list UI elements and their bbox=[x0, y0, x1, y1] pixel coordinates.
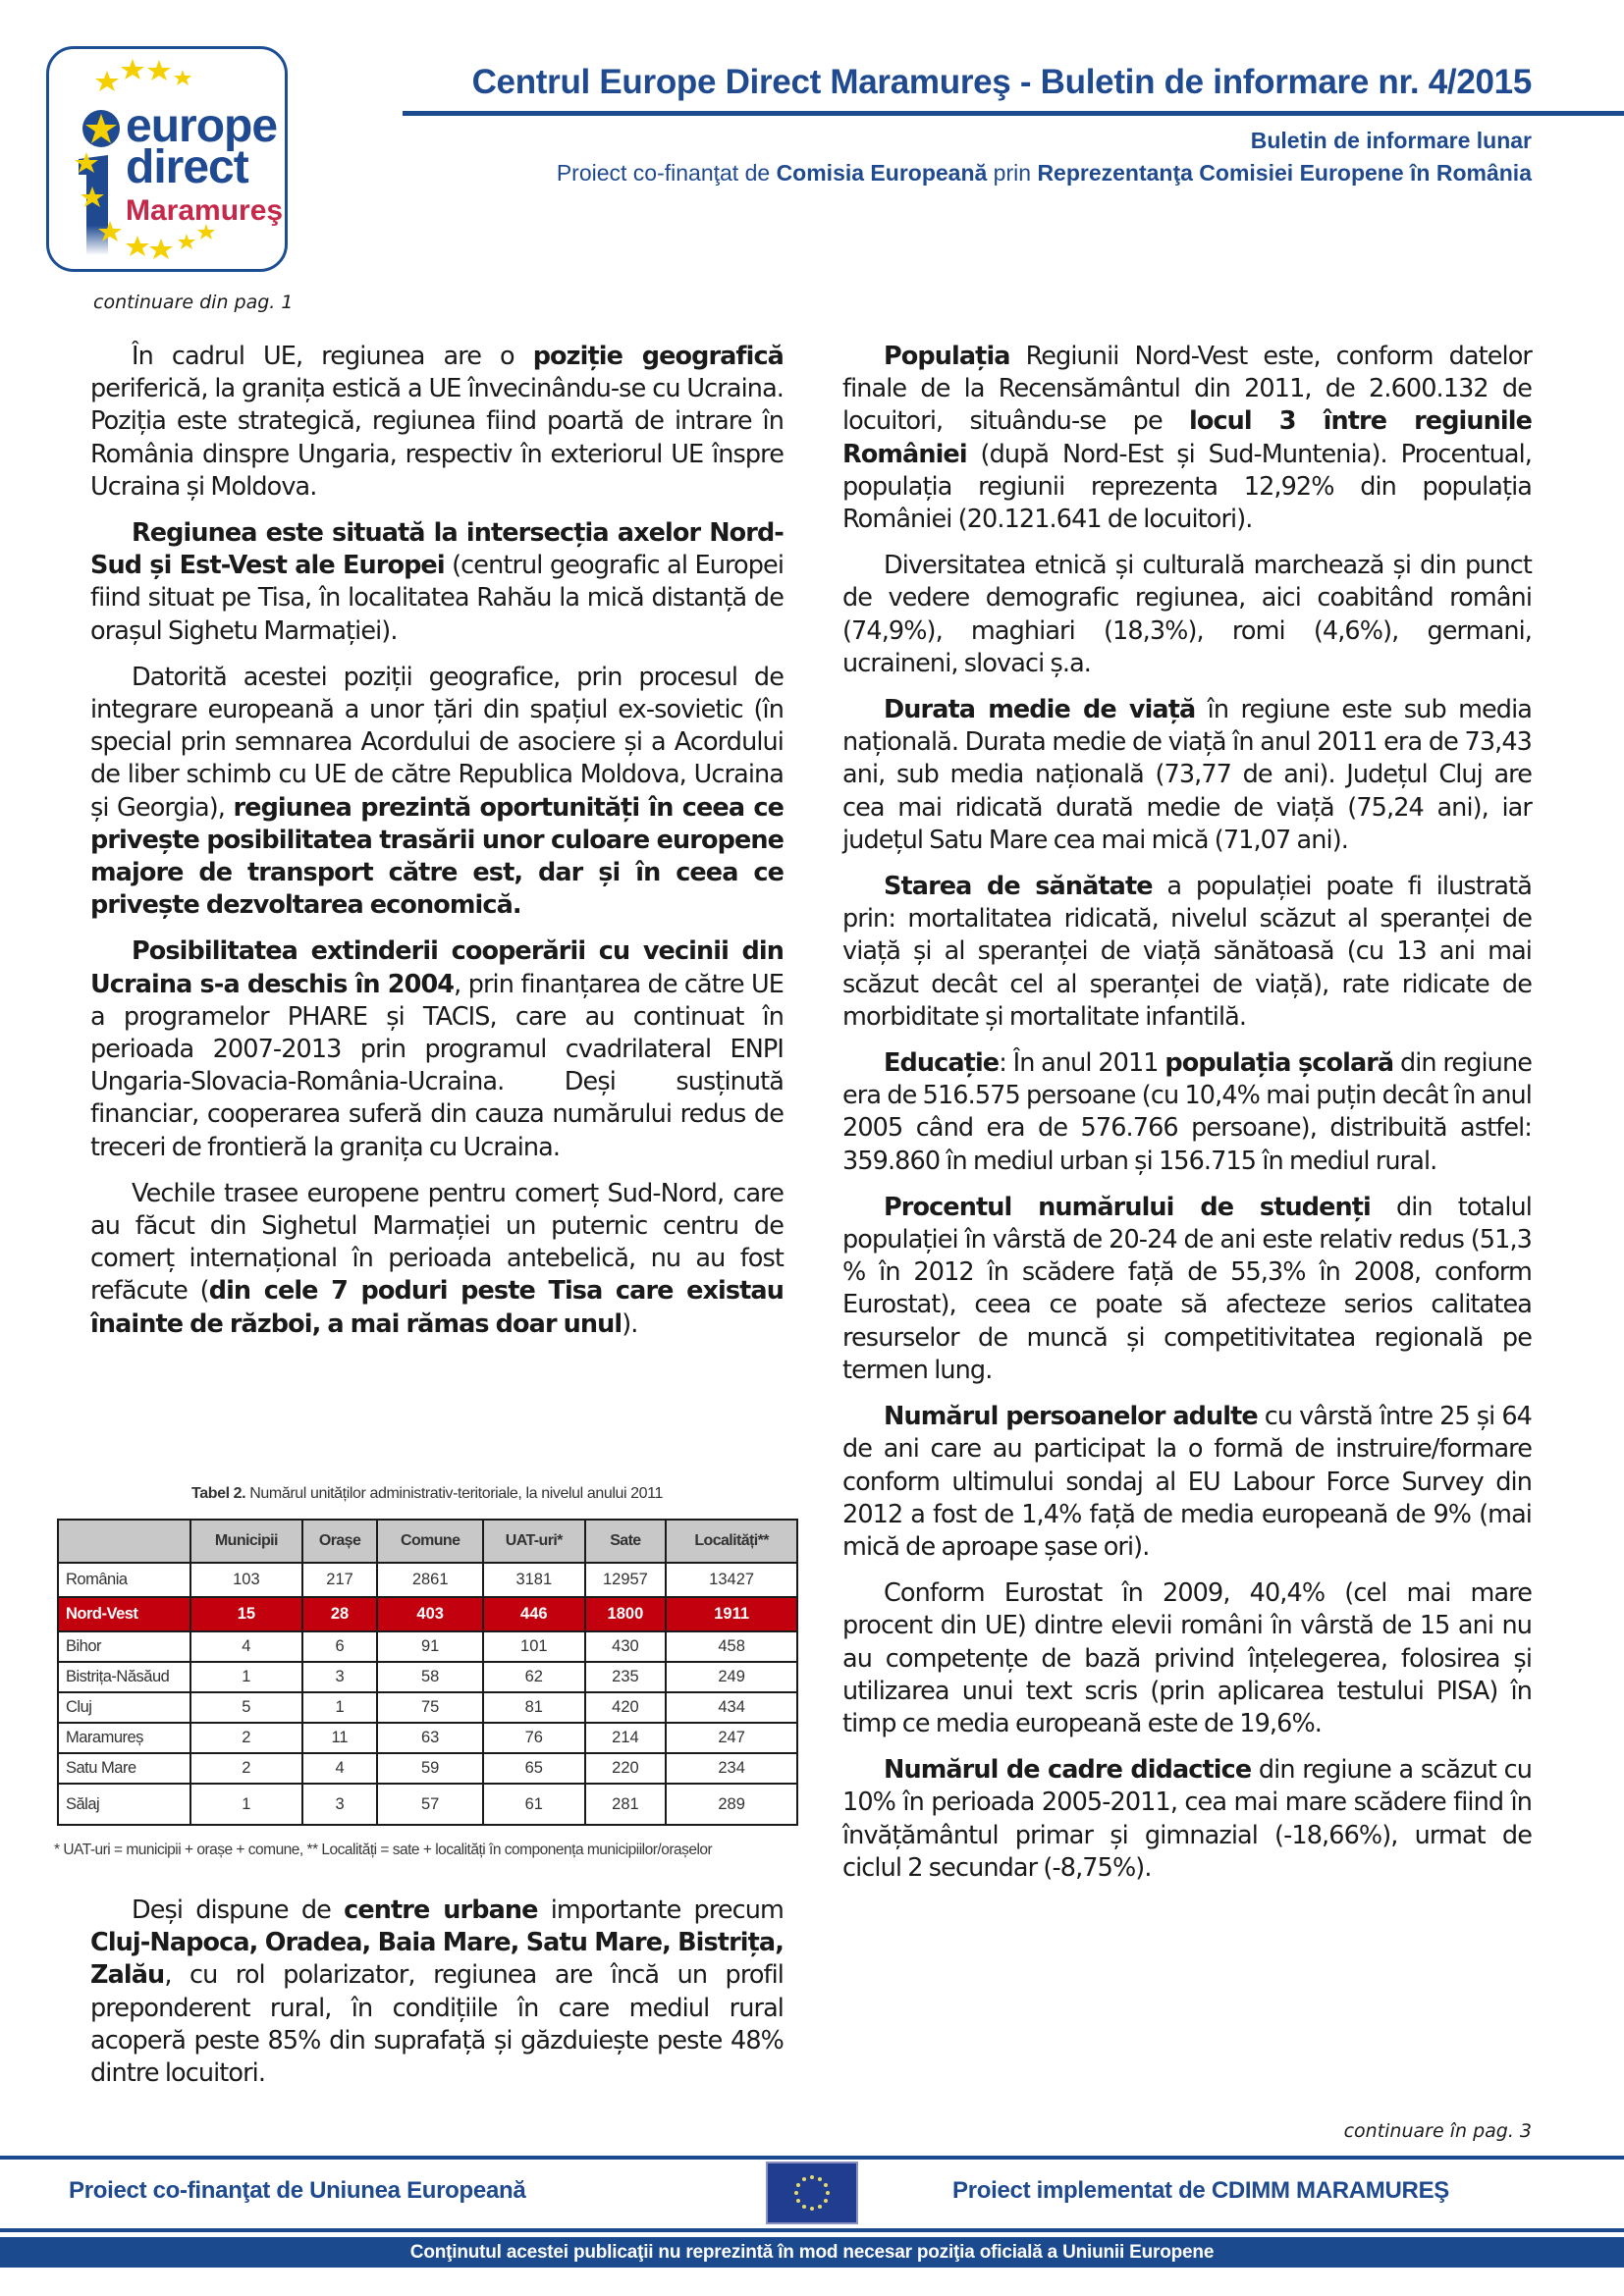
paragraph-population bbox=[842, 341, 1532, 536]
row-label: Nord-Vest bbox=[58, 1597, 190, 1631]
text: din regiune a scăzut cu 10% în perioada 2005-2011, cea mai mare scădere fiind în învățământul primar și gimnazial (-18,66%), urmat de ciclul 2 secundar (-8,75%). bbox=[842, 1755, 1533, 1883]
table-cell: 430 bbox=[585, 1631, 667, 1662]
cofinance-line bbox=[295, 160, 1532, 187]
table-cell: 62 bbox=[483, 1662, 585, 1692]
text: Diversitatea etnică și culturală marchează și din punct de vedere demografic regiunea, aici coabitând români (74,9%), maghiari (18,3%), romi (4,6%), germani, ucraineni, slovaci ș.a. bbox=[842, 551, 1532, 678]
table-caption bbox=[54, 1485, 800, 1503]
column-header: Localități** bbox=[666, 1520, 797, 1563]
paragraph-axes-intersection bbox=[90, 517, 784, 648]
table-caption-label: Tabel 2. bbox=[191, 1485, 246, 1502]
logo-line-direct: direct bbox=[126, 141, 248, 193]
bold-text: poziție geografică bbox=[532, 342, 784, 371]
table-cell: 3 bbox=[302, 1662, 378, 1692]
paragraph-integration bbox=[90, 662, 784, 923]
bold-text: locul 3 între regiunile României bbox=[842, 406, 1532, 469]
table-cell: 1 bbox=[190, 1784, 302, 1825]
admin-units-table-block bbox=[54, 1472, 800, 1859]
bold-text: regiunea prezintă oportunități în ceea ce privește posibilitatea trasării unor culoare europene majore de transport către est, dar și în ceea ce privește dezvoltarea economică. bbox=[90, 792, 784, 921]
table-cell: 65 bbox=[483, 1753, 585, 1784]
cofinance-org-representation: Reprezentanţa Comisiei Europene în România bbox=[1037, 160, 1532, 186]
table-cell: 234 bbox=[666, 1753, 797, 1784]
paragraph-ethnic-diversity bbox=[842, 550, 1532, 680]
row-label: Sălaj bbox=[58, 1784, 190, 1825]
table-cell: 403 bbox=[377, 1597, 483, 1631]
table-cell: 289 bbox=[666, 1784, 797, 1825]
table-cell: 101 bbox=[483, 1631, 585, 1662]
table-row bbox=[58, 1753, 797, 1784]
table-cell: 57 bbox=[377, 1784, 483, 1825]
table-row bbox=[58, 1631, 797, 1662]
paragraph-health bbox=[842, 871, 1532, 1034]
table-cell: 217 bbox=[302, 1563, 378, 1597]
column-header: Municipii bbox=[190, 1520, 302, 1563]
header-divider bbox=[403, 111, 1624, 116]
text: În cadrul UE, regiunea are o bbox=[132, 342, 533, 371]
table-cell: 247 bbox=[666, 1723, 797, 1753]
bold-text: populația școlară bbox=[1164, 1048, 1394, 1079]
text: Datorită acestei poziții geografice, prin procesul de integrare europeană a unor țări din spațiul ex-sovietic (în special prin semnarea Acordului de asociere și a Acordului de liber schimb cu UE de către Republica Moldova, Ucraina și Georgia), bbox=[90, 662, 784, 823]
table-cell: 63 bbox=[377, 1723, 483, 1753]
text: a populației poate fi ilustrată prin: mortalitatea ridicată, nivelul scăzut al speranței de viață și al speranței de viață sănătoasă (cu 13 ani mai scăzut decât cel al speranței de viață), rate ridicate de morbiditate și mortalitate infantilă. bbox=[842, 872, 1532, 1032]
column-header: Orașe bbox=[302, 1520, 378, 1563]
text: din regiune era de 516.575 persoane (cu 10,4% mai puțin decât în anul 2005 când era de 576.766 persoane), distribuită astfel: 359.860 în mediul urban și 156.715 în mediul rural. bbox=[842, 1048, 1532, 1176]
text: importante precum bbox=[537, 1896, 784, 1925]
table-cell: 103 bbox=[190, 1563, 302, 1597]
table-cell: 28 bbox=[302, 1597, 378, 1631]
table-cell: 2 bbox=[190, 1723, 302, 1753]
table-cell: 1 bbox=[302, 1692, 378, 1723]
table-row bbox=[58, 1662, 797, 1692]
row-label: Cluj bbox=[58, 1692, 190, 1723]
bold-text: Numărul de cadre didactice bbox=[884, 1755, 1252, 1786]
table-cell: 420 bbox=[585, 1692, 667, 1723]
text: Conform Eurostat în 2009, 40,4% (cel mai mare procent din UE) dintre elevii români în vârstă de 15 ani nu au competențe de bază privind înțelegerea, folosirea și utilizarea unui text scris (prin aplicarea testului PISA) în timp ce media europeană este de 19,6%. bbox=[842, 1578, 1532, 1738]
admin-units-table bbox=[57, 1519, 798, 1826]
column-header bbox=[58, 1520, 190, 1563]
table-cell: 4 bbox=[190, 1631, 302, 1662]
bulletin-subtitle: Buletin de informare lunar bbox=[1250, 128, 1532, 153]
table-cell: 1 bbox=[190, 1662, 302, 1692]
continued-to-note: continuare în pag. 3 bbox=[1343, 2120, 1532, 2142]
row-label: Satu Mare bbox=[58, 1753, 190, 1784]
text: Deși dispune de bbox=[132, 1896, 345, 1925]
text: (după Nord-Est și Sud-Muntenia). Procentual, populația regiunii reprezenta 12,92% din populația României (20.121.641 de locuitori). bbox=[842, 439, 1532, 535]
paragraph-adult-training bbox=[842, 1401, 1532, 1564]
table-cell: 5 bbox=[190, 1692, 302, 1723]
table-cell: 3181 bbox=[483, 1563, 585, 1597]
table-cell: 15 bbox=[190, 1597, 302, 1631]
table-header-row bbox=[58, 1520, 797, 1563]
left-column-bottom bbox=[90, 1895, 784, 2104]
text: cu vârstă între 25 și 64 de ani care au participat la o formă de instruire/formare conform ultimului sondaj al EU Labour Force Survey din 2012 a fost de 1,4% față de media europeană de 9% (mai mică de aproape șase ori). bbox=[842, 1402, 1532, 1562]
logo-line-europe: europe bbox=[126, 100, 278, 152]
table-cell: 81 bbox=[483, 1692, 585, 1723]
text: ). bbox=[622, 1308, 638, 1339]
paragraph-teachers bbox=[842, 1754, 1532, 1885]
row-label: România bbox=[58, 1563, 190, 1597]
row-label: Maramureș bbox=[58, 1723, 190, 1753]
table-cell: 214 bbox=[585, 1723, 667, 1753]
bold-text: Posibilitatea extinderii cooperării cu vecinii din Ucraina s-a deschis în 2004 bbox=[90, 936, 784, 999]
text: (centrul geografic al Europei fiind situat pe Tisa, în localitatea Rahău la mică distanță de orașul Sighetu Marmației). bbox=[90, 551, 785, 646]
table-cell: 235 bbox=[585, 1662, 667, 1692]
table-cell: 446 bbox=[483, 1597, 585, 1631]
bold-text: Numărul persoanelor adulte bbox=[884, 1402, 1258, 1432]
right-column bbox=[842, 341, 1532, 1898]
table-cell: 58 bbox=[377, 1662, 483, 1692]
text: Vechile trasee europene pentru comerț Sud-Nord, care au făcut din Sighetul Marmației un puternic centru de comerț internațional în perioada antebelică, nu au fost refăcute ( bbox=[90, 1178, 784, 1307]
table-cell: 281 bbox=[585, 1784, 667, 1825]
bold-text: Educație bbox=[884, 1048, 1000, 1079]
text: , prin finanțarea de către UE a programelor PHARE și TACIS, care au continuat în perioada 2007-2013 prin programul cvadrilateral ENPI Ungaria-Slovacia-România-Ucraina. Deși susținută financiar, cooperarea suferă din cauza numărului redus de treceri de frontieră la granița cu Ucraina. bbox=[90, 969, 784, 1162]
table-cell: 3 bbox=[302, 1784, 378, 1825]
bold-text: centre urbane bbox=[344, 1896, 538, 1925]
footer-divider-top bbox=[0, 2156, 1624, 2160]
column-header: Comune bbox=[377, 1520, 483, 1563]
footer-divider-bottom bbox=[0, 2228, 1624, 2232]
table-cell: 61 bbox=[483, 1784, 585, 1825]
table-cell: 59 bbox=[377, 1753, 483, 1784]
column-header: UAT-uri* bbox=[483, 1520, 585, 1563]
table-cell: 2 bbox=[190, 1753, 302, 1784]
table-cell: 4 bbox=[302, 1753, 378, 1784]
table-cell: 2861 bbox=[377, 1563, 483, 1597]
footer-implemented-by: Proiect implementat de CDIMM MARAMUREŞ bbox=[952, 2177, 1449, 2204]
paragraph-trade-routes bbox=[90, 1178, 784, 1341]
bold-text: Populația bbox=[884, 342, 1010, 371]
europe-direct-logo bbox=[46, 46, 288, 272]
table-row-highlighted bbox=[58, 1597, 797, 1631]
continued-from-note: continuare din pag. 1 bbox=[93, 292, 294, 313]
table-cell: 11 bbox=[302, 1723, 378, 1753]
table-cell: 76 bbox=[483, 1723, 585, 1753]
table-row bbox=[58, 1723, 797, 1753]
bold-text: Cluj-Napoca, Oradea, Baia Mare, Satu Mare, Bistrița, Zalău bbox=[90, 1928, 784, 1991]
table-cell: 458 bbox=[666, 1631, 797, 1662]
paragraph-geographic-position bbox=[90, 341, 784, 504]
text: în regiune este sub media națională. Durata medie de viață în anul 2011 era de 73,43 ani, sub media națională (73,77 de ani). Județul Cluj are cea mai ridicată durată medie de viață (75,24 ani), iar județul Satu Mare cea mai mică (71,07 ani). bbox=[842, 695, 1533, 855]
row-label: Bistrița-Năsăud bbox=[58, 1662, 190, 1692]
logo-line-maramures: Maramureş bbox=[126, 194, 284, 227]
eu-flag-icon bbox=[766, 2162, 858, 2224]
text: Regiunii Nord-Vest este, conform datelor finale de la Recensământul din 2011, de 2.600.132 de locuitori, situându-se pe bbox=[842, 342, 1532, 437]
paragraph-students bbox=[842, 1192, 1532, 1387]
text: : În anul 2011 bbox=[999, 1048, 1165, 1079]
table-cell: 75 bbox=[377, 1692, 483, 1723]
table-cell: 1800 bbox=[585, 1597, 667, 1631]
row-label: Bihor bbox=[58, 1631, 190, 1662]
text: periferică, la granița estică a UE învecinându-se cu Ucraina. Poziția este strategică, regiunea fiind poartă de intrare în România dinspre Ungaria, respectiv în exteriorul UE înspre Ucraina și Moldova. bbox=[90, 374, 784, 502]
text: , cu rol polarizator, regiunea are încă un profil preponderent rural, în condițiile în care mediul rural acoperă peste 85% din suprafață și găzduiește peste 48% dintre locuitori. bbox=[90, 1960, 784, 2089]
table-caption-text: Numărul unităților administrativ-teritoriale, la nivelul anului 2011 bbox=[245, 1485, 663, 1502]
bold-text: Starea de sănătate bbox=[884, 872, 1153, 902]
cofinance-org-commission: Comisia Europeană bbox=[776, 160, 988, 186]
table-cell: 6 bbox=[302, 1631, 378, 1662]
left-column bbox=[90, 341, 784, 1355]
table-row bbox=[58, 1784, 797, 1825]
cofinance-mid: prin bbox=[987, 160, 1038, 186]
table-footnote: * UAT-uri = municipii + orașe + comune, ** Localități = sate + localități în componența municipiilor/orașelor bbox=[54, 1842, 713, 1858]
bold-text: din cele 7 poduri peste Tisa care existau înainte de război, a mai rămas doar unul bbox=[90, 1276, 784, 1339]
paragraph-education bbox=[842, 1047, 1532, 1178]
table-cell: 434 bbox=[666, 1692, 797, 1723]
footer-disclaimer: Conţinutul acestei publicaţii nu reprezintă în mod necesar poziţia oficială a Uniunii Europene bbox=[0, 2237, 1624, 2268]
bold-text: Procentul numărului de studenți bbox=[884, 1192, 1371, 1222]
bold-text: Durata medie de viață bbox=[884, 695, 1196, 725]
paragraph-pisa bbox=[842, 1577, 1532, 1740]
footer-cofinanced: Proiect co-finanţat de Uniunea Europeană bbox=[69, 2177, 526, 2204]
table-row bbox=[58, 1692, 797, 1723]
table-cell: 12957 bbox=[585, 1563, 667, 1597]
bold-text: Regiunea este situată la intersecția axelor Nord-Sud și Est-Vest ale Europei bbox=[90, 518, 784, 581]
table-cell: 220 bbox=[585, 1753, 667, 1784]
paragraph-life-expectancy bbox=[842, 694, 1532, 857]
cofinance-prefix: Proiect co-finanţat de bbox=[556, 160, 777, 186]
table-cell: 13427 bbox=[666, 1563, 797, 1597]
paragraph-ukraine-cooperation bbox=[90, 935, 784, 1163]
text: din totalul populației în vârstă de 20-24 de ani este relativ redus (51,3 % în 2012 în scădere față de 55,3% în 2008, conform Eurostat), ceea ce poate să afecteze serios calitatea resurselor de muncă și competitivitatea regională pe termen lung. bbox=[842, 1192, 1532, 1385]
table-row bbox=[58, 1563, 797, 1597]
column-header: Sate bbox=[585, 1520, 667, 1563]
table-cell: 1911 bbox=[666, 1597, 797, 1631]
table-cell: 91 bbox=[377, 1631, 483, 1662]
bulletin-title: Centrul Europe Direct Maramureş - Buletin de informare nr. 4/2015 bbox=[471, 63, 1532, 101]
table-cell: 249 bbox=[666, 1662, 797, 1692]
paragraph-urban-centers bbox=[90, 1895, 784, 2090]
